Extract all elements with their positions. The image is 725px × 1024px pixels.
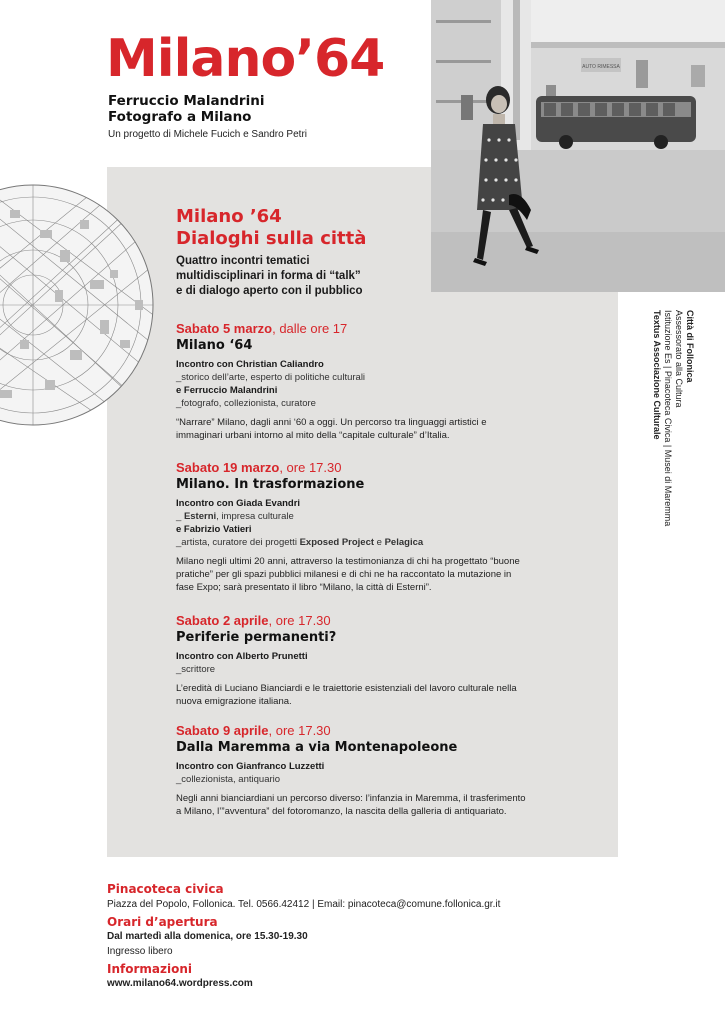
sponsor-association: Textus Associazione Culturale xyxy=(652,310,662,440)
event-time: , ore 17.30 xyxy=(268,723,331,738)
event-date-line xyxy=(176,722,556,739)
photographer-role: Fotografo a Milano xyxy=(108,109,252,125)
event-block xyxy=(176,320,556,442)
description-line: L’eredità di Luciano Bianciardi e le traiettorie esistenziali del lavoro culturale nella xyxy=(176,683,517,694)
section-title-line2: Dialoghi sulla città xyxy=(176,228,367,249)
event-date-line xyxy=(176,320,556,337)
venue-heading: Pinacoteca civica xyxy=(107,882,224,896)
hours-heading: Orari d’apertura xyxy=(107,915,218,929)
description-line: nuova emigrazione italiana. xyxy=(176,696,292,707)
description-line: immaginari urbani intorno al mito della “capitale culturale” d’Italia. xyxy=(176,430,450,441)
event-block xyxy=(176,612,556,708)
entry-info: Ingresso libero xyxy=(107,946,173,957)
event-guest: e Fabrizio Vatieri xyxy=(176,524,252,535)
event-title: Milano. In trasformazione xyxy=(176,477,365,492)
website-link[interactable]: www.milano64.wordpress.com xyxy=(107,978,253,989)
info-heading: Informazioni xyxy=(107,962,192,976)
sponsor-city: Città di Follonica xyxy=(685,310,695,383)
event-time: , ore 17.30 xyxy=(268,613,331,628)
poster-title: Milano’64 xyxy=(106,29,385,89)
description-line: Negli anni bianciardiani un percorso diverso: l’infanzia in Maremma, il trasferimento xyxy=(176,793,526,804)
event-guest: Incontro con Giada Evandri xyxy=(176,498,301,509)
event-date-line xyxy=(176,612,556,629)
event-block xyxy=(176,459,556,594)
event-time: , ore 17.30 xyxy=(279,460,342,475)
description-line: “Narrare” Milano, dagli anni ‘60 a oggi. Un percorso tra linguaggi artistici e xyxy=(176,417,487,428)
description-line: pratiche” per gli spazi pubblici milanesi e di chi ne ha raccontato la mutazione in xyxy=(176,569,512,580)
intro-line: Quattro incontri tematici xyxy=(176,255,310,267)
event-guest-role: _collezionista, antiquario xyxy=(176,774,281,785)
event-guest: e Ferruccio Malandrini xyxy=(176,385,278,396)
event-guest-role: _storico dell’arte, esperto di politiche culturali xyxy=(176,372,366,383)
event-guest-role xyxy=(176,510,556,523)
intro-line: multidisciplinari in forma di “talk” xyxy=(176,270,361,282)
role-org: Esterni xyxy=(183,511,217,522)
event-date: Sabato 2 aprile xyxy=(176,613,269,628)
event-description xyxy=(176,792,556,818)
event-description xyxy=(176,682,556,708)
section-intro xyxy=(176,254,426,299)
event-guest: Incontro con Gianfranco Luzzetti xyxy=(176,761,325,772)
sponsor-institutions: Istituzione Es | Pinacoteca Civica | Musei di Maremma xyxy=(663,310,673,527)
event-date: Sabato 5 marzo xyxy=(176,321,273,336)
event-guest-role: _fotografo, collezionista, curatore xyxy=(176,398,316,409)
sponsor-department: Assessorato alla Cultura xyxy=(674,310,684,408)
event-description xyxy=(176,555,556,594)
event-guest: Incontro con Alberto Prunetti xyxy=(176,651,308,662)
intro-line: e di dialogo aperto con il pubblico xyxy=(176,285,363,297)
city-map-image xyxy=(0,180,160,430)
building-sign: AUTO RIMESSA xyxy=(582,64,620,70)
description-line: Milano negli ultimi 20 anni, attraverso la testimonianza di chi ha progettato “buone xyxy=(176,556,520,567)
event-title: Milano ‘64 xyxy=(176,338,253,353)
event-description xyxy=(176,416,556,442)
description-line: fase Expo; sarà presentato il libro “Milano, la città di Esterni”. xyxy=(176,582,432,593)
opening-hours: Dal martedì alla domenica, ore 15.30-19.30 xyxy=(107,931,308,942)
event-guest-role xyxy=(176,536,556,549)
role-prefix: _artista, curatore dei progetti xyxy=(176,537,300,548)
role-rest: , impresa culturale xyxy=(216,511,294,522)
event-title: Dalla Maremma a via Montenapoleone xyxy=(176,740,458,755)
event-guest-role: _scrittore xyxy=(176,664,216,675)
event-guest: Incontro con Christian Caliandro xyxy=(176,359,324,370)
section-title-line1: Milano ’64 xyxy=(176,206,282,227)
role-project: Exposed Project xyxy=(299,537,375,548)
project-credit: Un progetto di Michele Fucich e Sandro Petri xyxy=(108,129,307,140)
sponsor-credits-text xyxy=(640,310,700,630)
role-project: Pelagica xyxy=(384,537,424,548)
event-block xyxy=(176,722,556,818)
photographer-name: Ferruccio Malandrini xyxy=(108,93,265,109)
event-date: Sabato 19 marzo xyxy=(176,460,280,475)
event-time: , dalle ore 17 xyxy=(272,321,348,336)
event-title: Periferie permanenti? xyxy=(176,630,337,645)
event-date: Sabato 9 aprile xyxy=(176,723,269,738)
description-line: a Milano, l’”avventura” del fotoromanzo, la nascita della galleria di antiquariato. xyxy=(176,806,507,817)
street-photograph xyxy=(431,0,725,292)
venue-address: Piazza del Popolo, Follonica. Tel. 0566.42412 | Email: pinacoteca@comune.follonica.gr.it xyxy=(107,899,501,910)
role-conj: e xyxy=(374,537,385,548)
role-prefix: _ xyxy=(176,511,184,522)
event-date-line xyxy=(176,459,556,476)
sponsor-credits xyxy=(640,310,700,630)
